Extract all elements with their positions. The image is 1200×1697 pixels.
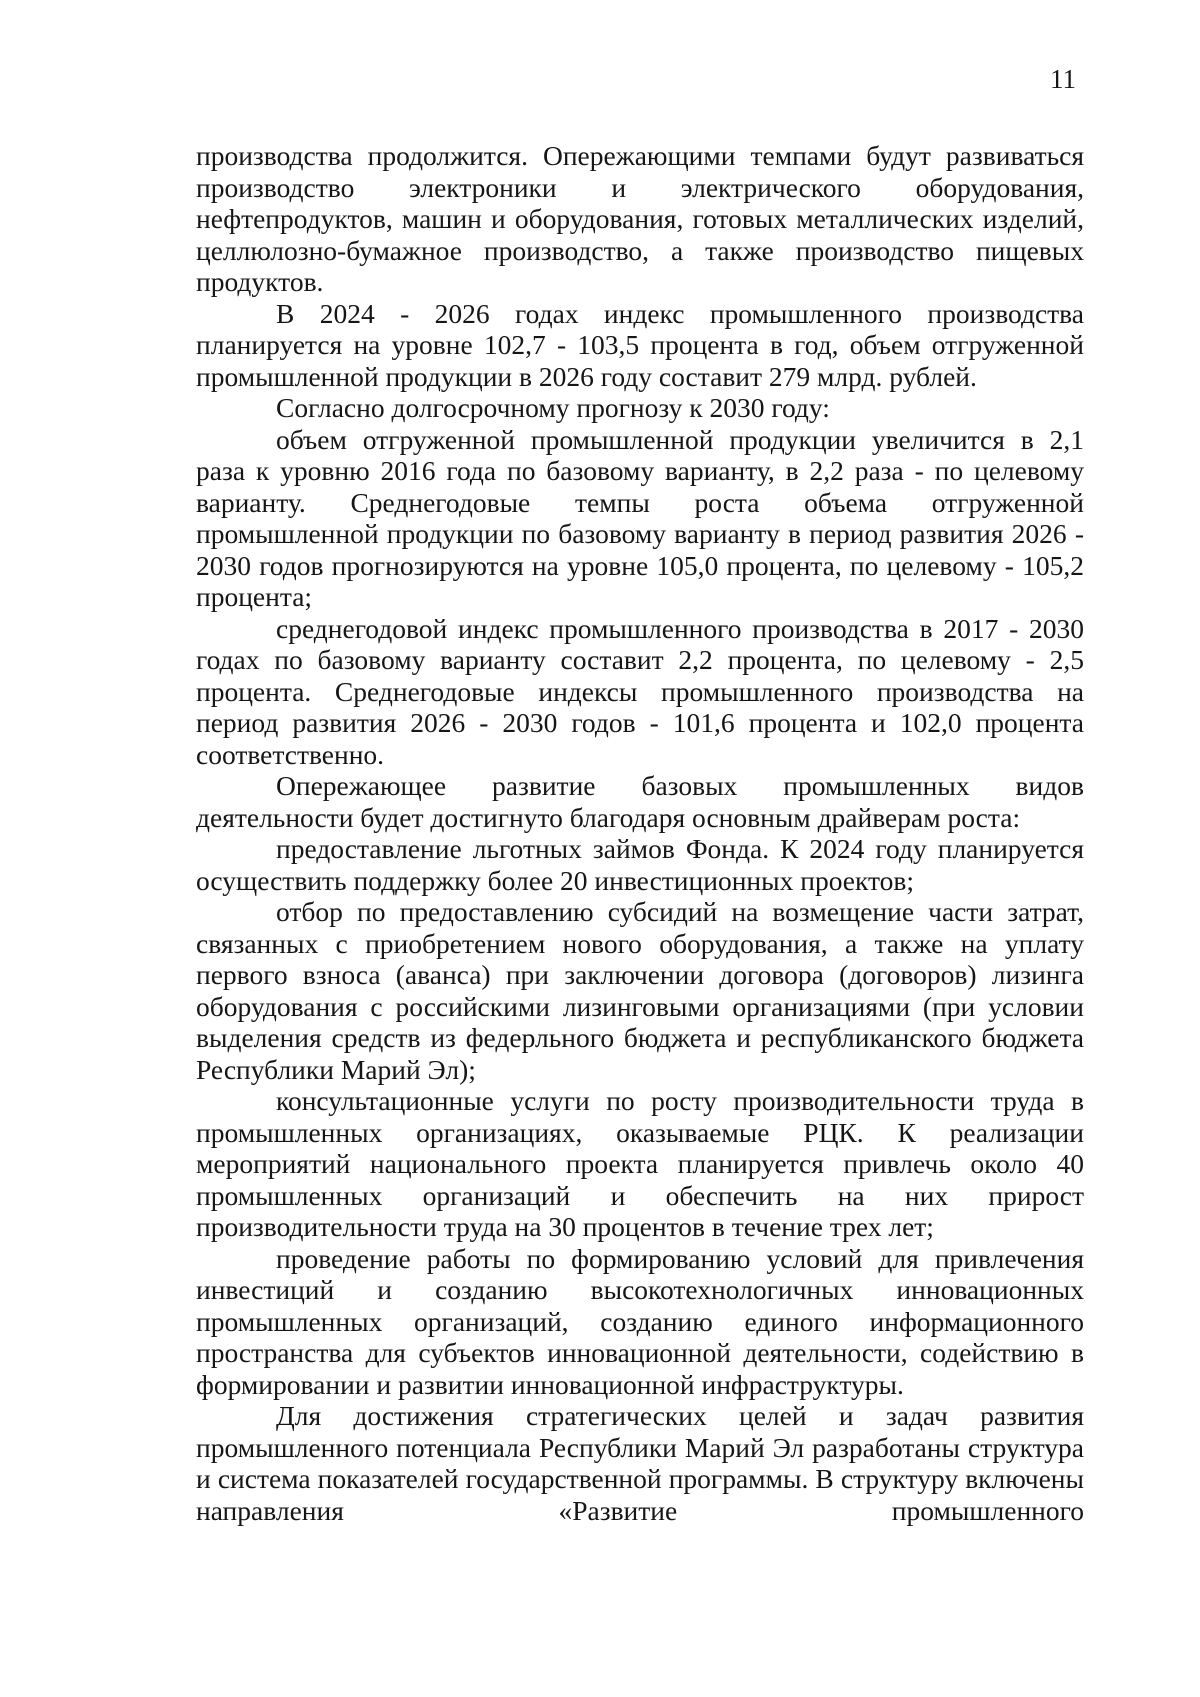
paragraph: производства продолжится. Опережающими темпами будут развиваться производство электроники и электрического оборудования, нефтепродуктов, машин и оборудования, готовых металлических изделий, целлюлозно-бумажное производство, а также производство пищевых продуктов. bbox=[196, 140, 1084, 297]
document-body bbox=[196, 140, 1084, 1526]
paragraph: В 2024 - 2026 годах индекс промышленного производства планируется на уровне 102,7 - 103,5 процента в год, объем отгруженной промышленной продукции в 2026 году составит 279 млрд. рублей. bbox=[196, 297, 1084, 392]
paragraph: предоставление льготных займов Фонда. К 2024 году планируется осуществить поддержку более 20 инвестиционных проектов; bbox=[196, 833, 1084, 896]
paragraph: Согласно долгосрочному прогнозу к 2030 году: bbox=[276, 392, 830, 423]
paragraph: Опережающее развитие базовых промышленных видов деятельности будет достигнуто благодаря основным драйверам роста: bbox=[196, 770, 1084, 833]
paragraph: Для достижения стратегических целей и задач развития промышленного потенциала Республики Марий Эл разработаны структура и система показателей государственной программы. В структуру включены направления «Развитие промышленного bbox=[196, 1400, 1084, 1526]
paragraph: отбор по предоставлению субсидий на возмещение части затрат, связанных с приобретением нового оборудования, а также на уплату первого взноса (аванса) при заключении договора (договоров) лизинга оборудования с российскими лизинговыми организациями (при условии выделения средств из федерльного бюджета и республиканского бюджета Республики Марий Эл); bbox=[196, 896, 1084, 1085]
paragraph: консультационные услуги по росту производительности труда в промышленных организациях, оказываемые РЦК. К реализации мероприятий национального проекта планируется привлечь около 40 промышленных организаций и обеспечить на них прирост производительности труда на 30 процентов в течение трех лет; bbox=[196, 1085, 1084, 1242]
page-number: 11 bbox=[1050, 64, 1076, 94]
paragraph: проведение работы по формированию условий для привлечения инвестиций и созданию высокотехнологичных инновационных промышленных организаций, созданию единого информационного пространства для субъектов инновационной деятельности, содействию в формировании и развитии инновационной инфраструктуры. bbox=[196, 1242, 1084, 1400]
paragraph: объем отгруженной промышленной продукции увеличится в 2,1 раза к уровню 2016 года по базовому варианту, в 2,2 раза - по целевому варианту. Среднегодовые темпы роста объема отгруженной промышленной продукции по базовому варианту в период развития 2026 - 2030 годов прогнозируются на уровне 105,0 процента, по целевому - 105,2 процента; bbox=[196, 423, 1084, 612]
paragraph: среднегодовой индекс промышленного производства в 2017 - 2030 годах по базовому варианту составит 2,2 процента, по целевому - 2,5 процента. Среднегодовые индексы промышленного производства на период развития 2026 - 2030 годов - 101,6 процента и 102,0 процента соответственно. bbox=[196, 612, 1084, 770]
